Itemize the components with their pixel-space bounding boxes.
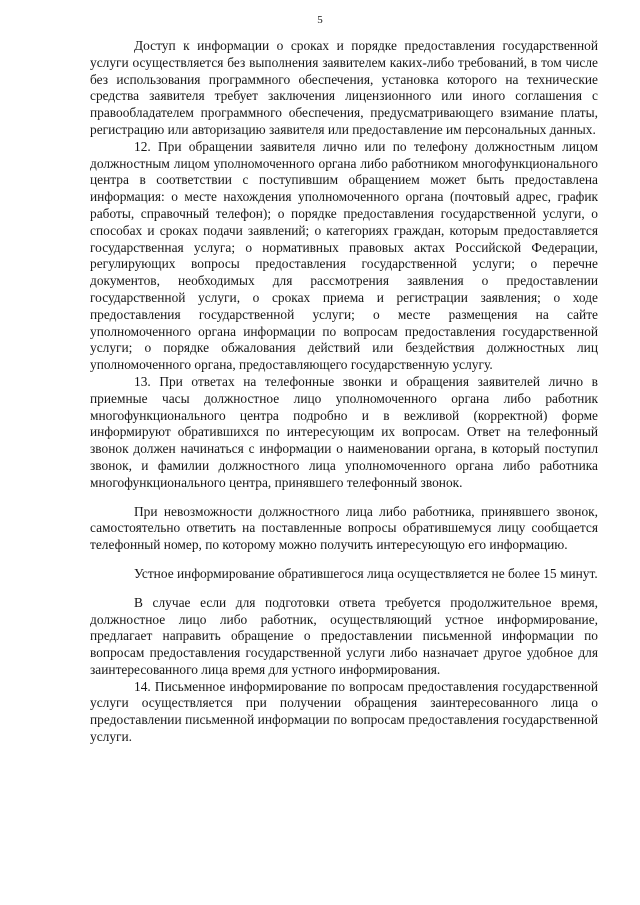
paragraph-long-answer: В случае если для подготовки ответа требуется продолжительное время, должностное лицо либо работник, осуществляющий устное информирование, предлагает направить обращение о предоставлении письменной информации по вопросам предоставления государственной услуги либо назначает другое удобное для заинтересованного лица время для устного информирования.: [90, 594, 598, 677]
paragraph-14: 14. Письменное информирование по вопросам предоставления государственной услуги осуществляется при получении обращения заинтересованного лица о предоставлении письменной информации по вопросам предоставления государственной услуги.: [90, 678, 598, 745]
paragraph-duration: Устное информирование обратившегося лица осуществляется не более 15 минут.: [134, 565, 598, 581]
paragraph-13: 13. При ответах на телефонные звонки и обращения заявителей лично в приемные часы должностное лицо уполномоченного органа либо работник многофункционального центра подробно и в вежливой (корректной) форме информируют обратившихся по интересующим их вопросам. Ответ на телефонный звонок должен начинаться с информации о наименовании органа, в который поступил звонок, и фамилии должностного лица уполномоченного органа либо работника многофункционального центра, принявшего телефонный звонок.: [90, 373, 598, 490]
page-number: 5: [317, 14, 323, 26]
paragraph-access-info: Доступ к информации о сроках и порядке предоставления государственной услуги осуществляется без выполнения заявителем каких-либо требований, в том числе без использования программного обеспечения, установка которого на технические средства заявителя требует заключения лицензионного или иного соглашения с правообладателем программного обеспечения, предусматривающего взимание платы, регистрацию или авторизацию заявителя или предоставление им персональных данных.: [90, 38, 598, 137]
paragraph-phone-number: При невозможности должностного лица либо работника, принявшего звонок, самостоятельно ответить на поставленные вопросы обратившемуся лицу сообщается телефонный номер, по которому можно получить интересующую его информацию.: [90, 503, 598, 553]
document-body: [90, 38, 598, 746]
paragraph-12: 12. При обращении заявителя лично или по телефону должностным лицом должностным лицом уполномоченного органа либо работником многофункционального центра в соответствии с поступившим обращением может быть предоставлена информация: о месте нахождения уполномоченного органа (почтовый адрес, график работы, справочный телефон); о порядке предоставления государственной услуги, о способах и сроках подачи заявлений; о категориях граждан, которым предоставляется государственная услуга; о нормативных правовых актах Российской Федерации, регулирующих вопросы предоставления государственной услуги; о перечне документов, необходимых для рассмотрения заявления о предоставлении государственной услуги, о сроках приема и регистрации заявления; о ходе предоставления государственной услуги; о месте размещения на сайте уполномоченного органа информации по вопросам предоставления государственной услуги; о порядке обжалования действий или бездействия должностных лиц уполномоченного органа, предоставляющего государственную услугу.: [90, 138, 598, 373]
